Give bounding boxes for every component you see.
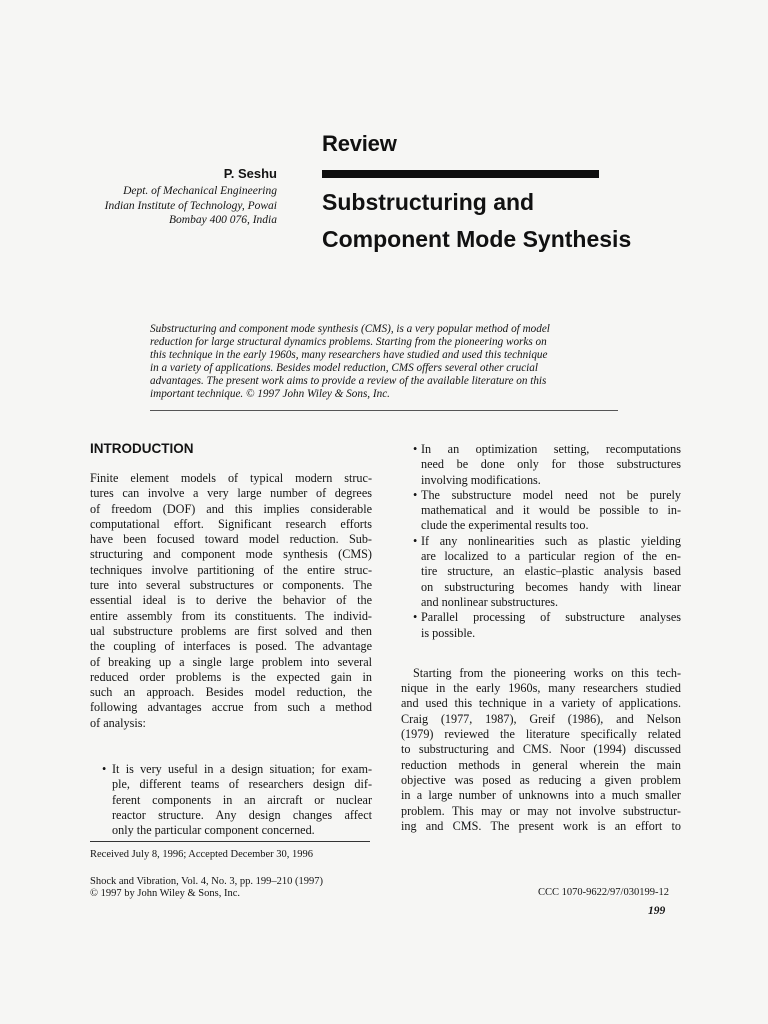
- bullet-parallel: [401, 610, 681, 641]
- abstract-line: advantages. The present work aims to provide a review of the available literature on this: [150, 375, 547, 388]
- text-line: Starting from the pioneering works on this tech-: [413, 665, 681, 680]
- text-line: is possible.: [421, 625, 476, 640]
- section-label: Review: [322, 131, 397, 156]
- text-line: objective was posed as reducing a given problem: [401, 772, 681, 787]
- paper-title: [322, 184, 742, 258]
- title-line: Component Mode Synthesis: [322, 226, 632, 252]
- text-line: entire assembly from its constituents. The individ-: [90, 608, 372, 623]
- text-line: In an optimization setting, recomputations: [421, 442, 681, 456]
- text-line: Parallel processing of substructure analyses: [421, 610, 681, 625]
- text-line: only the particular component concerned.: [112, 823, 315, 838]
- received-dates: Received July 8, 1996; Accepted December 30, 1996: [90, 849, 314, 860]
- abstract-line: this technique in the early 1960s, many researchers have studied and used this technique: [150, 349, 548, 362]
- text-line: involving modifications.: [421, 472, 541, 487]
- text-line: such an approach. Besides model reduction, the: [90, 685, 372, 700]
- text-line: the coupling of interfaces is posed. The advantage: [90, 639, 372, 654]
- review-paragraph: [401, 666, 681, 834]
- text-line: mathematical and it would be possible to in-: [421, 503, 681, 518]
- author-name: P. Seshu: [223, 166, 277, 181]
- introduction-heading: INTRODUCTION: [90, 441, 194, 456]
- text-line: ing and CMS. The present work is an effort to: [401, 818, 681, 833]
- text-line: It is very useful in a design situation; for exam-: [112, 762, 372, 777]
- header-rule: [322, 170, 599, 178]
- text-line: of analysis:: [90, 715, 146, 730]
- title-line: Substructuring and: [322, 189, 535, 215]
- intro-paragraph: [90, 471, 372, 731]
- text-line: Craig (1977, 1987), Greif (1986), and Nelson: [401, 711, 681, 726]
- affiliation-address: Bombay 400 076, India: [169, 214, 277, 226]
- bullet-icon: •: [413, 442, 418, 456]
- abstract-line: reduction for large structural dynamics problems. Starting from the pioneering works on: [150, 336, 547, 349]
- abstract: [150, 323, 620, 402]
- text-line: ple, different teams of researchers design dif-: [112, 777, 372, 792]
- text-line: reduced order problems is the expected gain in: [90, 669, 372, 684]
- text-line: techniques involve partitioning of the entire struc-: [90, 562, 372, 577]
- text-line: nique in the early 1960s, many researchers studied: [401, 681, 681, 696]
- text-line: to substructuring and CMS. Noor (1994) discussed: [401, 742, 681, 757]
- bullet-icon: •: [413, 610, 418, 625]
- copyright-notice: © 1997 by John Wiley & Sons, Inc.: [90, 888, 240, 899]
- text-line: tire structure, an elastic–plastic analysis based: [421, 564, 681, 579]
- text-line: in a large number of unknowns into a much smaller: [401, 788, 681, 803]
- ccc-code: CCC 1070-9622/97/030199-12: [538, 887, 669, 898]
- right-column: [401, 442, 681, 834]
- text-line: (1979) reviewed the literature specifically related: [401, 727, 681, 742]
- text-line: and nonlinear substructures.: [421, 594, 559, 609]
- text-line: essential ideal is to derive the behavior of the: [90, 593, 372, 608]
- text-line: ferent components in an aircraft or nuclear: [112, 792, 372, 807]
- left-column: [90, 440, 372, 839]
- text-line: have been focused toward model reduction. Sub-: [90, 532, 372, 547]
- text-line: reduction methods in general wherein the main: [401, 757, 681, 772]
- page-number: 199: [648, 905, 666, 917]
- text-line: The substructure model need not be purely: [421, 487, 681, 502]
- footnote-rule: [90, 841, 370, 842]
- affiliation-department: Dept. of Mechanical Engineering: [123, 185, 277, 197]
- text-line: need be done only for those substructures: [421, 457, 681, 472]
- text-line: and used this technique in a variety of applications.: [401, 696, 681, 711]
- bullet-icon: •: [413, 533, 418, 548]
- text-line: ture into several substructures or components. The: [90, 578, 372, 593]
- bullet-design-situation: [90, 762, 372, 838]
- text-line: Finite element models of typical modern struc-: [90, 471, 372, 485]
- text-line: If any nonlinearities such as plastic yielding: [421, 533, 681, 548]
- text-line: are localized to a particular region of the en-: [421, 549, 681, 564]
- author-block: [60, 165, 277, 228]
- text-line: structuring and component mode synthesis (CMS): [90, 547, 372, 562]
- text-line: reactor structure. Any design changes affect: [112, 807, 372, 822]
- abstract-line: Substructuring and component mode synthesis (CMS), is a very popular method of model: [150, 323, 550, 335]
- bullet-optimization: [401, 442, 681, 488]
- text-line: on substructuring becomes handy with linear: [421, 579, 681, 594]
- text-line: clude the experimental results too.: [421, 518, 589, 533]
- bullet-icon: •: [102, 762, 107, 777]
- abstract-line: important technique. © 1997 John Wiley & Sons, Inc.: [150, 388, 390, 401]
- journal-citation: Shock and Vibration, Vol. 4, No. 3, pp. 199–210 (1997): [90, 876, 323, 887]
- text-line: of freedom (DOF) and this implies considerable: [90, 501, 372, 516]
- bullet-experimental: [401, 488, 681, 534]
- text-line: problem. This may or may not involve substructur-: [401, 803, 681, 818]
- text-line: following advantages accrue from such a method: [90, 700, 372, 715]
- abstract-divider: [150, 410, 618, 411]
- bullet-nonlinearities: [401, 534, 681, 610]
- text-line: ual substructure problems are first solved and then: [90, 623, 372, 638]
- text-line: computational effort. Significant research efforts: [90, 516, 372, 531]
- abstract-line: in a variety of applications. Besides model reduction, CMS offers several other crucial: [150, 362, 538, 375]
- text-line: of breaking up a single large problem into several: [90, 654, 372, 669]
- affiliation-institute: Indian Institute of Technology, Powai: [104, 199, 277, 212]
- text-line: tures can involve a very large number of degrees: [90, 486, 372, 501]
- bullet-icon: •: [413, 487, 418, 502]
